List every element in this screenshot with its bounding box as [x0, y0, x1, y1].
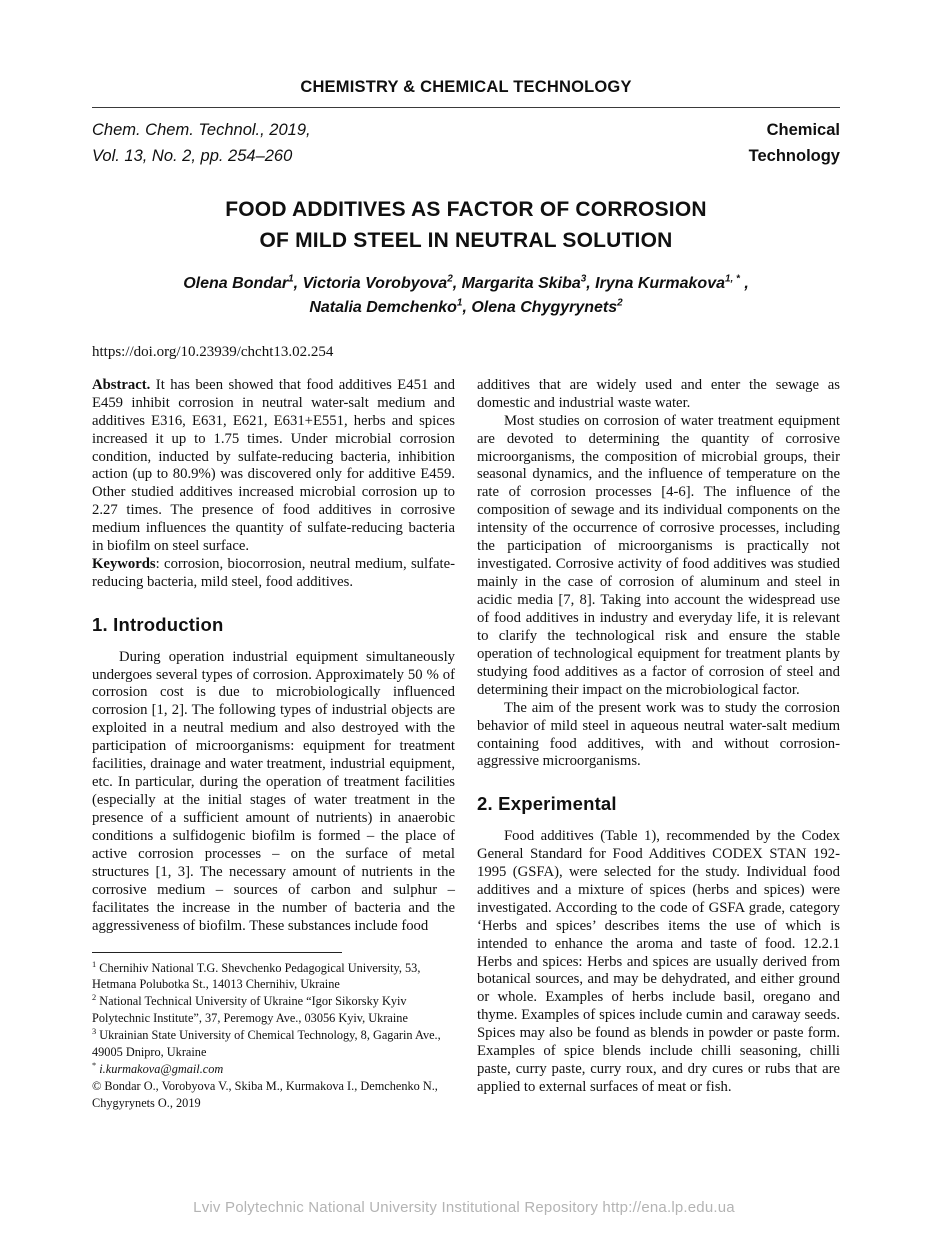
keywords-paragraph: [92, 556, 455, 592]
article-title-line-2: OF MILD STEEL IN NEUTRAL SOLUTION: [259, 229, 673, 253]
abstract-paragraph: [92, 377, 455, 556]
footnote-marker: 2: [92, 993, 97, 1003]
footnote-marker: *: [92, 1060, 97, 1070]
journal-header: CHEMISTRY & CHEMICAL TECHNOLOGY: [300, 78, 632, 96]
keywords-text: : corrosion, biocorrosion, neutral medium, sulfate-reducing bacteria, mild steel, food additives.: [92, 556, 455, 591]
author-superscript: 1, *: [725, 273, 740, 285]
author: [471, 299, 622, 316]
body-paragraph: Most studies on corrosion of water treatment equipment are devoted to determining the quantity of corrosive microorganisms, the composition of microbial groups, their seasonal dynamics, and the influence of temperature on the rate of corrosion processes [4-6]. The influence of the composition of sewage and its individual components on the intensity of the occurrence of corrosive processes, including the participation of microorganisms is practically not investigated. Corrosive activity of food additives was studied mainly in the case of corrosion of aluminum and steel in acidic media [7, 8]. Taking into account the widespread use of food additives in industry and everyday life, it is relevant to clarify the technological risk and ensure the stable operation of technological equipment for treatment plants by studying food additives as a factor of corrosion of steel and determining their impact on the microbiological factor.: [477, 412, 840, 698]
introduction-heading: 1. Introduction: [92, 614, 224, 636]
author-name: Olena Chygyrynets: [471, 298, 618, 316]
authors-line-2: [92, 296, 840, 320]
section-line-2: Technology: [748, 147, 840, 166]
keywords-label: Keywords: [92, 556, 156, 573]
footnote-text: i.kurmakova@gmail.com: [99, 1062, 224, 1077]
author: [595, 275, 749, 292]
author: [462, 275, 596, 292]
author: [309, 299, 471, 316]
experimental-paragraph: Food additives (Table 1), recommended by the Codex General Standard for Food Additives CODEX STAN 192-1995 (GSFA), were selected for the study. Individual food additives and a mixture of spices (herbs and spices) were investigated. According to the code of GSFA grade, category ‘Herbs and spices’ describes items the use of which is intended to enhance the aroma and taste of food. 12.2.1 Herbs and spices: Herbs and spices are usually derived from botanical sources, and may be dehydrated, and either ground or whole. Examples of herbs include basil, oregano and thyme. Examples of spices include cumin and caraway seeds. Spices may also be found as blends in powder or paste form. Examples of spice blends include chilli seasoning, chilli paste, curry paste, curry roux, and dry cures or rubs that are applied to external surfaces of meat or fish.: [477, 827, 840, 1096]
aim-paragraph: The aim of the present work was to study the corrosion behavior of mild steel in aqueous neutral water-salt medium containing food additives, with and without corrosion-aggressive microorganisms.: [477, 699, 840, 770]
author-superscript: 1: [288, 273, 294, 285]
footnote-email: [92, 1060, 455, 1077]
author-name: Margarita Skiba: [461, 274, 581, 292]
footnote-text: Ukrainian State University of Chemical Technology, 8, Gagarin Ave., 49005 Dnipro, Ukraine: [92, 1028, 441, 1059]
footnote-text: Chernihiv National T.G. Shevchenko Pedagogical University, 53, Hetmana Polubotka St., 14013 Chernihiv, Ukraine: [92, 960, 421, 992]
continuation-paragraph: additives that are widely used and enter the sewage as domestic and industrial waste water.: [477, 376, 840, 411]
citation-line-1: Chem. Chem. Technol., 2019,: [92, 121, 311, 139]
header-rule: [92, 107, 840, 108]
author-separator: ,: [293, 274, 303, 292]
author-name: Natalia Demchenko: [309, 298, 457, 316]
content-columns: [92, 377, 840, 1111]
article-title-line-1: FOOD ADDITIVES AS FACTOR OF CORROSION: [225, 197, 707, 221]
citation-line-2: Vol. 13, No. 2, pp. 254–260: [92, 147, 293, 166]
author-superscript: 3: [580, 273, 587, 285]
article-title: [92, 194, 840, 257]
author-separator: ,: [739, 274, 749, 292]
author-name: Iryna Kurmakova: [595, 274, 725, 292]
citation-block: [92, 117, 311, 170]
left-column: [92, 377, 455, 1111]
right-column: [477, 377, 840, 1111]
author-separator: ,: [586, 274, 596, 292]
author-superscript: 2: [447, 273, 453, 285]
author-name: Olena Bondar: [183, 274, 289, 292]
journal-section-label: [749, 117, 840, 170]
footnote-rule: [92, 952, 342, 953]
authors-line-1: [92, 272, 840, 296]
footnote-copyright: [92, 1077, 455, 1111]
footnotes-block: [92, 952, 455, 1112]
introduction-paragraph: During operation industrial equipment simultaneously undergoes several types of corrosion. Approximately 50 % of corrosion cost is due to microbiologically influenced corrosion [1, 2]. The following types of industrial objects are exploited in a neutral medium and also destroyed with the participation of microorganisms: equipment for treatment facilities, drainage and water treatment, industrial equipment, etc. In particular, during the operation of treatment facilities (especially at the initial stages of water treatment in the presence of a sufficient amount of nutrients) in anaerobic conditions a sulfidogenic biofilm is formed – the place of active corrosion processes – on the surface of metal structures [1, 3]. The necessary amount of nutrients in the corrosive medium – sources of carbon and sulphur – facilitates the increase in the number of bacteria and the aggressiveness of biofilm. These substances include food: [92, 648, 455, 934]
footnote-text: © Bondar O., Vorobyova V., Skiba M., Kurmakova I., Demchenko N., Chygyrynets O., 2019: [92, 1079, 438, 1110]
author: [183, 275, 302, 292]
abstract-label: Abstract.: [92, 376, 151, 393]
footnote-text: National Technical University of Ukraine “Igor Sikorsky Kyiv Polytechnic Institute”, 37, Peremogy Ave., 03056 Kyiv, Ukraine: [92, 994, 408, 1025]
author-separator: ,: [452, 274, 462, 292]
author-separator: ,: [462, 298, 472, 316]
author-superscript: 1: [456, 297, 463, 309]
footnote-marker: 1: [92, 959, 97, 969]
author-superscript: 2: [617, 297, 623, 309]
doi-text: https://doi.org/10.23939/chcht13.02.254: [92, 343, 334, 360]
author: [303, 275, 462, 292]
author-name: Victoria Vorobyova: [302, 274, 448, 292]
experimental-heading: 2. Experimental: [477, 793, 617, 815]
footnote-marker: 3: [92, 1027, 97, 1037]
footnote-affiliation-1: [92, 959, 455, 993]
citation-row: [92, 117, 840, 170]
authors-block: [92, 272, 840, 320]
section-line-1: Chemical: [766, 121, 840, 139]
repository-footer: Lviv Polytechnic National University Institutional Repository http://ena.lp.edu.ua: [193, 1199, 735, 1216]
abstract-text: It has been showed that food additives E451 and E459 inhibit corrosion in neutral water-salt medium and additives E316, E631, E621, E631+E551, herbs and spices increased it up to 1.75 times. Under microbial corrosion condition, inducted by sulfate-reducing bacteria, inhibition action (up to 80.9%) was discovered only for additive E459. Other studied additives increased microbial corrosion up to 2.27 times. The presence of food additives in corrosive medium influences the quantity of sulfate-reducing bacteria in biofilm on steel surface.: [92, 376, 455, 555]
footnote-affiliation-3: [92, 1026, 455, 1060]
footnote-affiliation-2: [92, 992, 455, 1026]
